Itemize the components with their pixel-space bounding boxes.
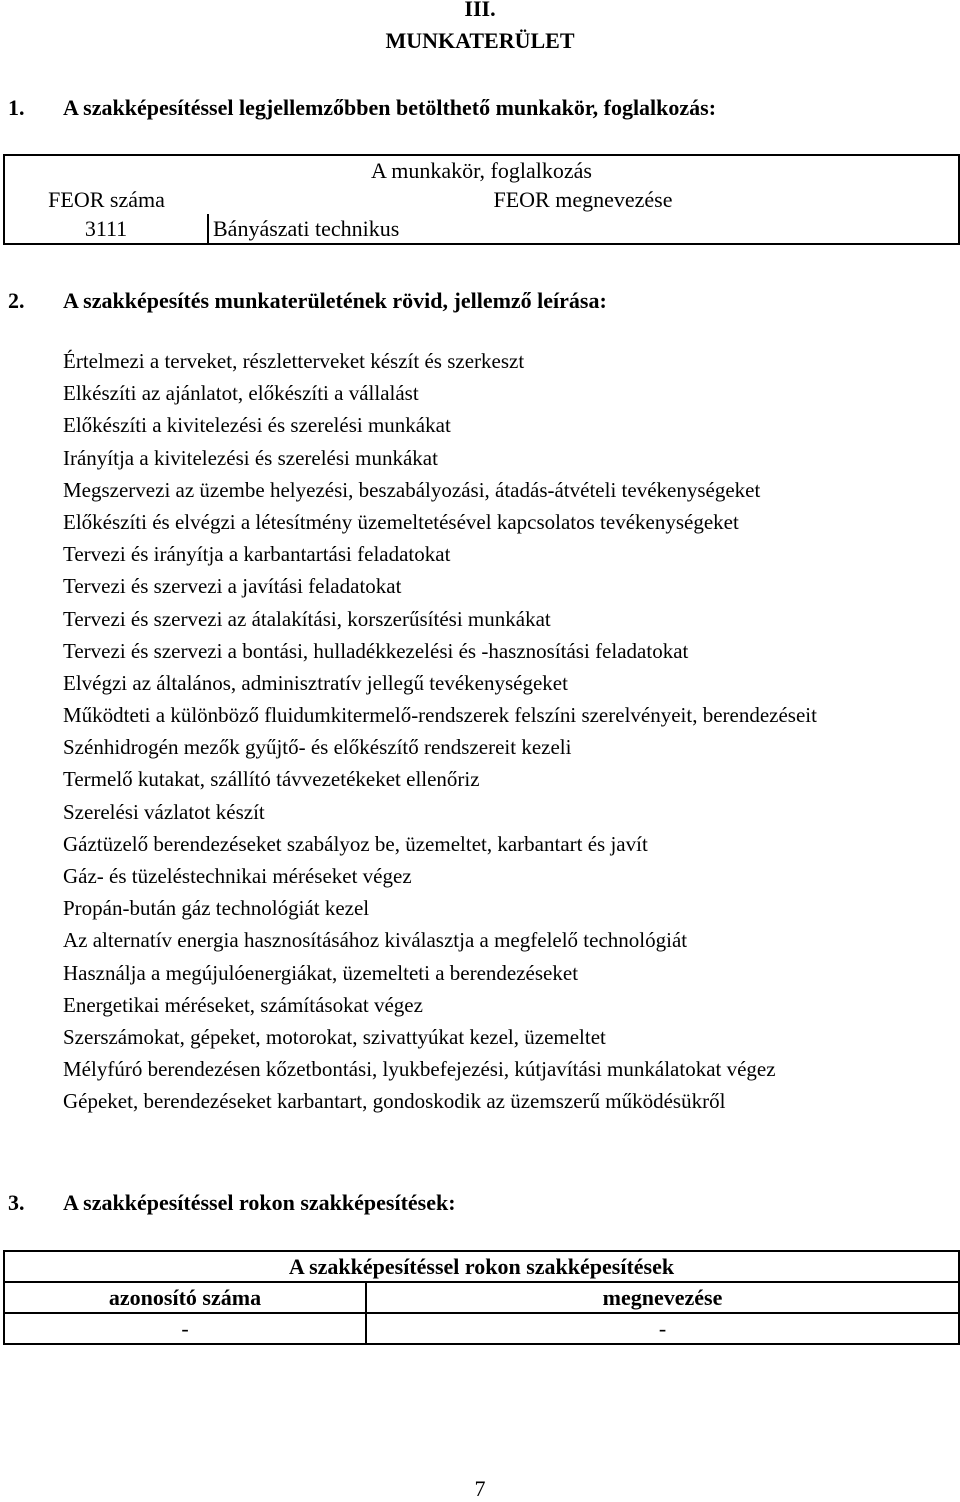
section-3-heading bbox=[8, 1190, 456, 1216]
section-2-title: A szakképesítés munkaterületének rövid, jellemző leírása: bbox=[63, 288, 607, 313]
list-item: Tervezi és szervezi a bontási, hulladékkezelési és -hasznosítási feladatokat bbox=[63, 638, 689, 663]
section-1-number: 1. bbox=[8, 95, 25, 120]
list-item: Használja a megújulóenergiákat, üzemelteti a berendezéseket bbox=[63, 960, 579, 985]
page-number: 7 bbox=[474, 1476, 486, 1501]
related-name-cell: - bbox=[366, 1313, 959, 1344]
list-item: Szénhidrogén mezők gyűjtő- és előkészítő rendszereit kezeli bbox=[63, 735, 572, 760]
related-id-header: azonosító száma bbox=[4, 1282, 366, 1313]
list-item: Megszervezi az üzembe helyezési, beszabályozási, átadás-átvételi tevékenységeket bbox=[63, 477, 761, 502]
section-1-heading bbox=[8, 95, 716, 121]
list-item: Energetikai méréseket, számításokat végez bbox=[63, 992, 423, 1017]
list-item: Tervezi és irányítja a karbantartási feladatokat bbox=[63, 542, 451, 567]
related-table-header: A szakképesítéssel rokon szakképesítések bbox=[4, 1251, 959, 1282]
list-item: Előkészíti és elvégzi a létesítmény üzemeltetésével kapcsolatos tevékenységeket bbox=[63, 510, 739, 535]
list-item: Szerszámokat, gépeket, motorokat, szivattyúkat kezel, üzemeltet bbox=[63, 1025, 606, 1050]
section-1-title: A szakképesítéssel legjellemzőbben betölthető munkakör, foglalkozás: bbox=[63, 95, 717, 120]
list-item: Előkészíti a kivitelezési és szerelési munkákat bbox=[63, 413, 451, 438]
list-item: Termelő kutakat, szállító távvezetékeket ellenőriz bbox=[63, 767, 480, 792]
list-item: Tervezi és szervezi a javítási feladatokat bbox=[63, 574, 402, 599]
list-item: Gáz- és tüzeléstechnikai méréseket végez bbox=[63, 864, 412, 889]
part-label: III. bbox=[464, 0, 496, 21]
related-id-cell: - bbox=[4, 1313, 366, 1344]
part-title: MUNKATERÜLET bbox=[385, 28, 575, 53]
feor-table bbox=[3, 154, 960, 245]
list-item: Szerelési vázlatot készít bbox=[63, 799, 265, 824]
list-item: Elkészíti az ajánlatot, előkészíti a vállalást bbox=[63, 381, 419, 406]
list-item: Tervezi és szervezi az átalakítási, korszerűsítési munkákat bbox=[63, 606, 551, 631]
list-item: Az alternatív energia hasznosításához kiválasztja a megfelelő technológiát bbox=[63, 928, 688, 953]
list-item: Gépeket, berendezéseket karbantart, gondoskodik az üzemszerű működésükről bbox=[63, 1089, 726, 1114]
description-list bbox=[63, 345, 943, 1118]
list-item: Elvégzi az általános, adminisztratív jellegű tevékenységeket bbox=[63, 671, 568, 696]
feor-table-header: A munkakör, foglalkozás bbox=[4, 155, 959, 185]
feor-code-header: FEOR száma bbox=[4, 185, 208, 214]
section-2-number: 2. bbox=[8, 288, 25, 313]
feor-name-cell: Bányászati technikus bbox=[208, 214, 959, 244]
list-item: Mélyfúró berendezésen kőzetbontási, lyukbefejezési, kútjavítási munkálatokat végez bbox=[63, 1057, 776, 1082]
list-item: Gáztüzelő berendezéseket szabályoz be, üzemeltet, karbantart és javít bbox=[63, 831, 648, 856]
list-item: Irányítja a kivitelezési és szerelési munkákat bbox=[63, 445, 438, 470]
list-item: Értelmezi a terveket, részletterveket készít és szerkeszt bbox=[63, 349, 525, 373]
list-item: Propán-bután gáz technológiát kezel bbox=[63, 896, 370, 921]
list-item: Működteti a különböző fluidumkitermelő-rendszerek felszíni szerelvényeit, berendezéseit bbox=[63, 703, 817, 728]
feor-code-cell: 3111 bbox=[4, 214, 208, 244]
feor-name-header: FEOR megnevezése bbox=[208, 185, 959, 214]
related-name-header: megnevezése bbox=[366, 1282, 959, 1313]
table-row bbox=[4, 214, 959, 244]
section-3-title: A szakképesítéssel rokon szakképesítések: bbox=[63, 1190, 456, 1215]
related-qualifications-table bbox=[3, 1250, 960, 1345]
section-2-heading bbox=[8, 288, 607, 314]
section-3-number: 3. bbox=[8, 1190, 25, 1215]
table-row bbox=[4, 1313, 959, 1344]
